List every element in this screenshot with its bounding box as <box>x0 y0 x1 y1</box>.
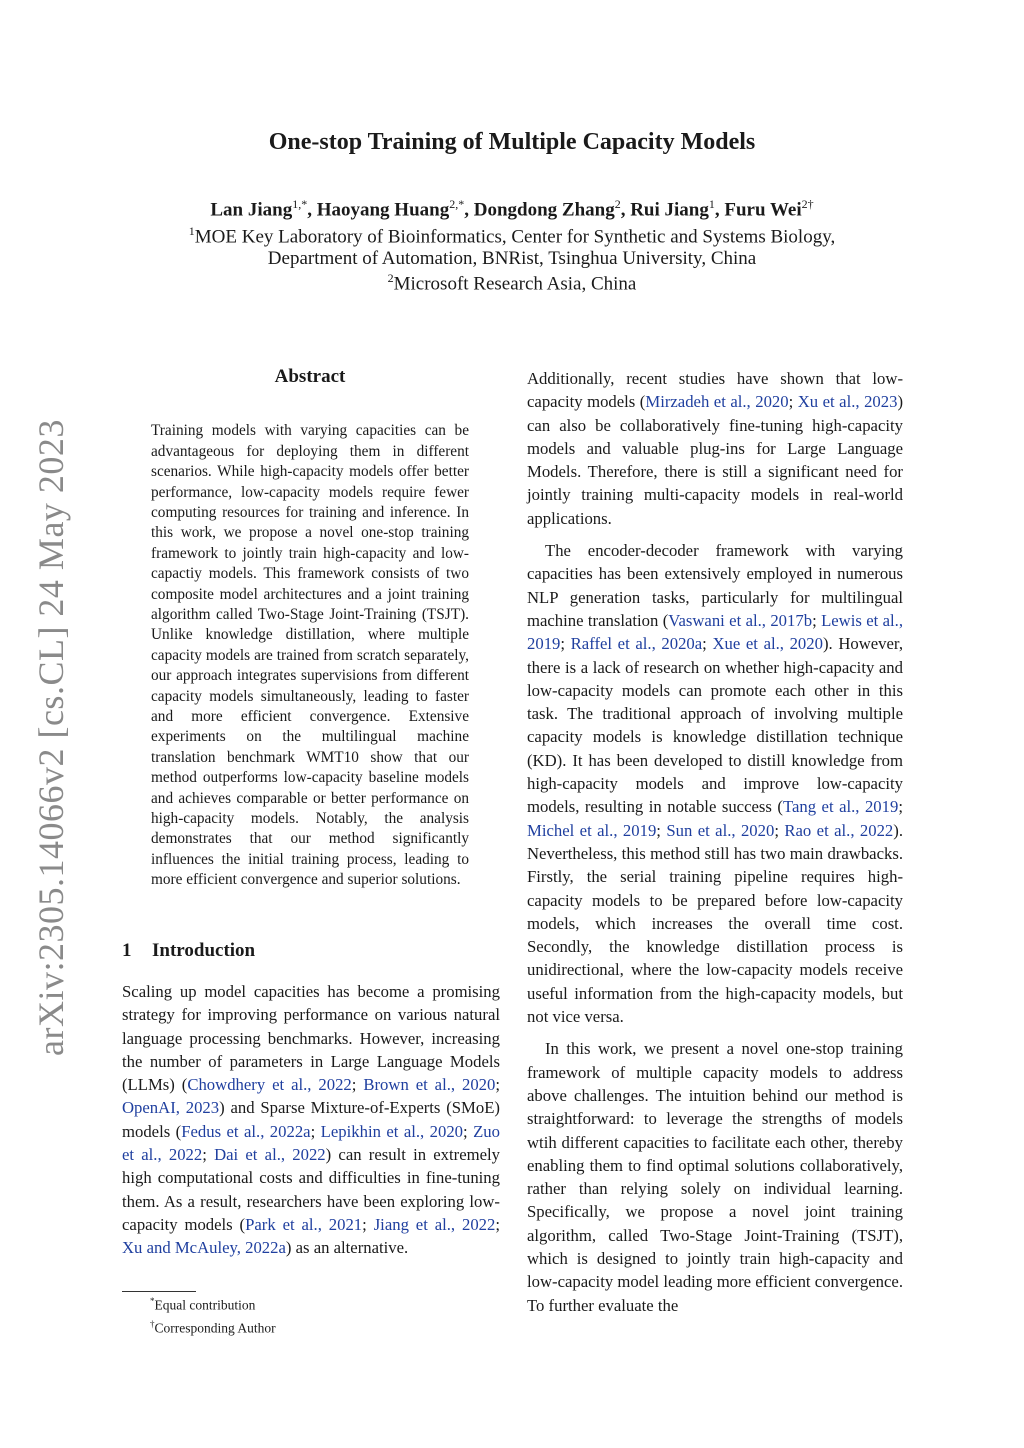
footnote: *Equal contribution <box>150 1296 256 1313</box>
citation-link[interactable]: Dai et al., 2022 <box>214 1145 326 1165</box>
citation-link[interactable]: Sun et al., 2020 <box>666 820 775 840</box>
citation-link[interactable]: OpenAI, 2023 <box>122 1098 220 1118</box>
citation-link[interactable]: Mirzadeh et al., 2020 <box>645 392 789 412</box>
section-heading <box>122 940 255 962</box>
citation-link[interactable]: Michel et al., 2019 <box>527 820 657 840</box>
arxiv-identifier[interactable]: arXiv:2305.14066v2 [cs.CL] 24 May 2023 <box>31 419 71 1056</box>
abstract-heading: Abstract <box>274 366 346 387</box>
citation-link[interactable]: Tang et al., 2019 <box>782 797 899 817</box>
affiliation-text: MOE Key Laboratory of Bioinformatics, Center for Synthetic and Systems Biology, <box>194 226 836 248</box>
section-title: Introduction <box>152 940 256 961</box>
citation-link[interactable]: Lepikhin et al., 2020 <box>320 1121 464 1141</box>
citation-link[interactable]: Xu et al., 2023 <box>797 392 898 412</box>
right-column <box>527 367 903 1326</box>
body-paragraph: Additionally, recent studies have shown that low-capacity models (Mirzadeh et al., 2020; Xu et al., 2023) can also be collaboratively fine-tuning high-capacity models and valuable plug-ins for Large Language Models. Therefore, there is still a significant need for jointly training multi-capacity models in real-world applications. <box>527 369 904 528</box>
footnote: †Corresponding Author <box>150 1318 276 1335</box>
author-name: Dongdong Zhang <box>473 199 615 221</box>
citation-link[interactable]: Jiang et al., 2022 <box>373 1214 496 1234</box>
body-paragraph: The encoder-decoder framework with varying capacities has been extensively employed in numerous NLP generation tasks, particularly for multilingual machine translation (Vaswani et al., 2017b; Lewis et al., 2019; Raffel et al., 2020a; Xue et al., 2020). However, there is a lack of research on whether high-capacity and low-capacity models can promote each other in this task. The traditional approach of involving multiple capacity models is knowledge distillation technique (KD). It has been developed to distill knowledge from high-capacity models and improve low-capacity models, resulting in notable success (Tang et al., 2019; Michel et al., 2019; Sun et al., 2020; Rao et al., 2022). Nevertheless, this method still has two main drawbacks. Firstly, the serial training pipeline requires high-capacity models to be prepared before low-capacity models, which increases the overall time cost. Secondly, the knowledge distillation process is unidirectional, where the low-capacity models receive useful information from the high-capacity models, but not vice versa. <box>527 541 904 1027</box>
affiliation-text: Microsoft Research Asia, China <box>393 273 637 295</box>
author-name: Lan Jiang <box>210 199 293 221</box>
abstract-text: Training models with varying capacities can be advantageous for deploying them in different scenarios. While high-capacity models offer better performance, low-capacity models require fewer computing resources for training and inference. In this work, we propose a novel one-stop training framework to jointly train high-capacity and low-capactiy models. This framework consists of two composite model architectures and a joint training algorithm called Two-Stage Joint-Training (TSJT). Unlike knowledge distillation, where multiple capacity models are trained from scratch separately, our approach integrates supervisions from different capacity models simultaneously, leading to faster and more efficient convergence. Extensive experiments on the multilingual machine translation benchmark WMT10 show that our method outperforms low-capacity baseline models and achieves comparable or better performance on high-capacity models. Notably, the analysis demonstrates that our method significantly influences the initial training process, leading to more efficient convergence and superior solutions. <box>151 422 469 889</box>
affiliation-text: Department of Automation, BNRist, Tsinghua University, China <box>267 248 757 269</box>
footnote-mark: * <box>150 1296 155 1306</box>
affiliation-mark: 2 <box>387 271 394 285</box>
body-paragraph: In this work, we present a novel one-stop training framework of multiple capacity models to address above challenges. The intuition behind our method is straightforward: to leverage the strengths of models wtih different capacities to facilitate each other, thereby enabling them to find optimal solutions collaboratively, rather than relying solely on individual learning. Specifically, we propose a novel joint training algorithm, called Two-Stage Joint-Training (TSJT), which is designed to jointly train high-capacity and low-capacity model leading more efficient convergence. To further evaluate the <box>527 1039 903 1315</box>
footnote-mark: † <box>150 1318 155 1329</box>
citation-link[interactable]: Raffel et al., 2020a <box>570 634 703 654</box>
author-name: Haoyang Huang <box>316 199 450 221</box>
citation-link[interactable]: Fedus et al., 2022a <box>181 1121 311 1141</box>
citation-link[interactable]: Zuo et al., 2022 <box>122 1121 500 1165</box>
author-mark: 1,* <box>292 197 308 211</box>
paper-title: One-stop Training of Multiple Capacity Models <box>268 129 756 155</box>
citation-link[interactable]: Brown et al., 2020 <box>363 1075 496 1095</box>
author-mark: 2 <box>614 197 621 211</box>
citation-link[interactable]: Chowdhery et al., 2022 <box>187 1075 352 1095</box>
affiliation-line <box>0 248 1024 270</box>
citation-link[interactable]: Rao et al., 2022 <box>784 820 894 840</box>
affiliation-mark: 1 <box>188 224 195 238</box>
affiliation-line <box>0 224 1024 248</box>
citation-link[interactable]: Vaswani et al., 2017b <box>668 610 813 630</box>
footnotes <box>150 1292 276 1337</box>
citation-link[interactable]: Xue et al., 2020 <box>712 634 823 654</box>
author-mark: 2,* <box>449 197 465 211</box>
author-mark: 2† <box>801 197 814 211</box>
author-list: Lan Jiang$^{1,*}$, Haoyang Huang$^{2,*}$, Dongdong Zhang$^2$, Rui Jiang$^1$, Furu Wei$^{2\dagger}$ <box>210 197 814 221</box>
author-name: Rui Jiang <box>630 199 709 221</box>
affiliation-line <box>0 271 1024 295</box>
author-name: Furu Wei <box>724 199 802 221</box>
citation-link[interactable]: Lewis et al., 2019 <box>527 610 904 654</box>
citation-link[interactable]: Xu and McAuley, 2022a <box>122 1238 286 1258</box>
intro-paragraph: Scaling up model capacities has become a promising strategy for improving performance on various natural language processing benchmarks. However, increasing the number of parameters in Large Language Models (LLMs) (Chowdhery et al., 2022; Brown et al., 2020; OpenAI, 2023) and Sparse Mixture-of-Experts (SMoE) models (Fedus et al., 2022a; Lepikhin et al., 2020; Zuo et al., 2022; Dai et al., 2022) can result in extremely high computational costs and difficulties in fine-tuning them. As a result, researchers have been exploring low-capacity models (Park et al., 2021; Jiang et al., 2022; Xu and McAuley, 2022a) as an alternative. <box>122 982 501 1258</box>
author-mark: 1 <box>708 197 715 211</box>
citation-link[interactable]: Park et al., 2021 <box>245 1214 363 1234</box>
section-number: 1 <box>122 940 132 961</box>
